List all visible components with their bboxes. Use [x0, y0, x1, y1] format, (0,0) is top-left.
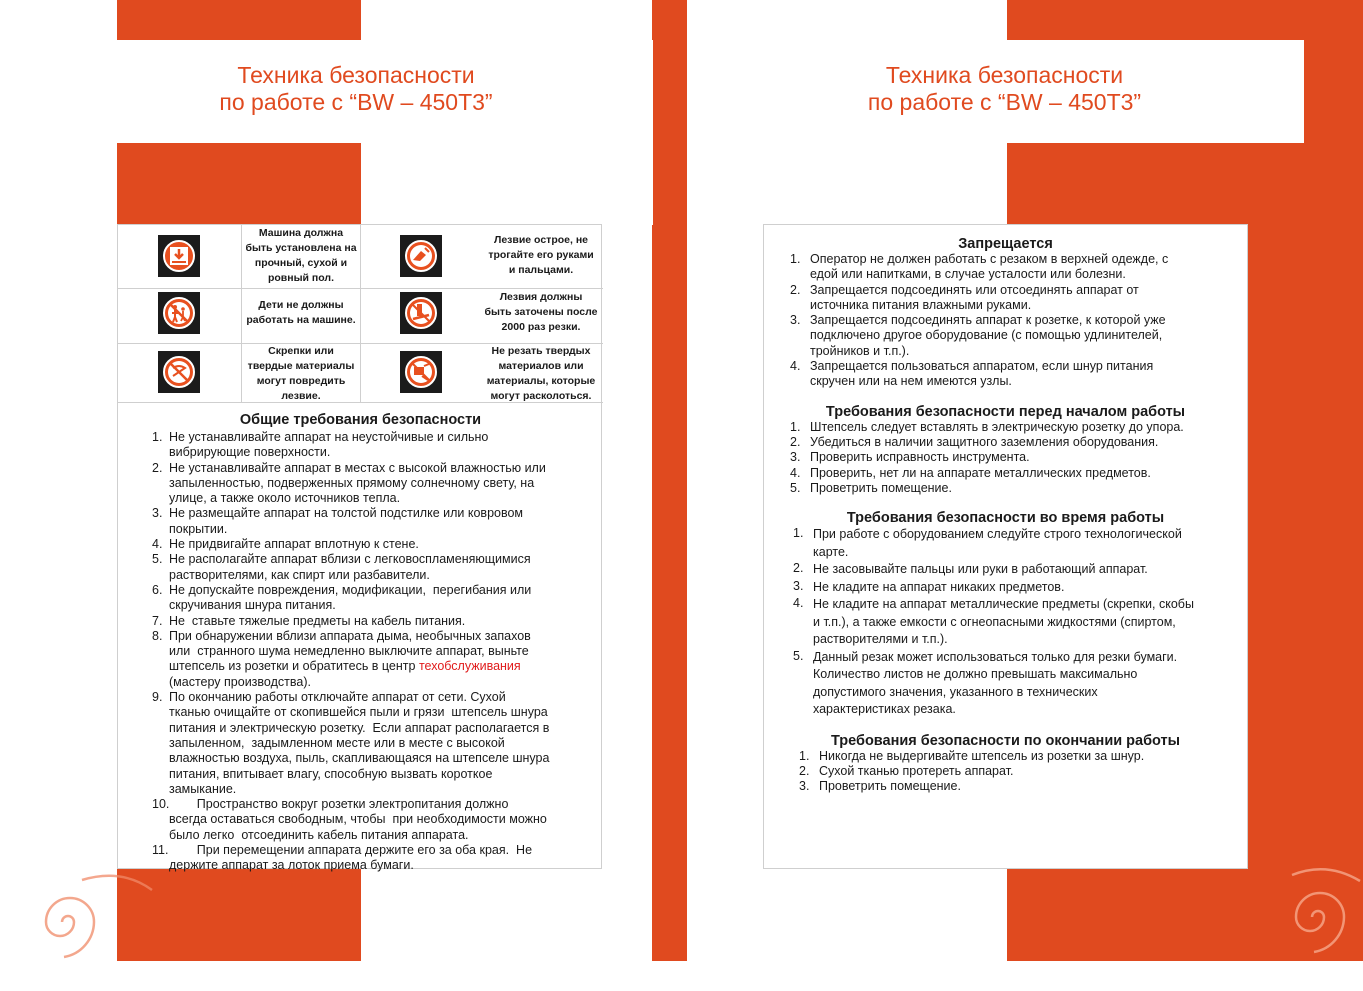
no-staples-icon	[158, 351, 200, 393]
item-text-line: или странного шума немедленно выключите аппарат, выньте	[169, 644, 529, 659]
warning-floor-icon	[158, 235, 200, 277]
item-number: 3.	[799, 779, 810, 794]
item-text-line: держите аппарат за лоток приема бумаги.	[169, 858, 414, 873]
item-text-line: Не устанавливайте аппарат в местах с высокой влажностью или	[169, 460, 546, 475]
item-number: 2.	[793, 561, 804, 576]
item-number: 3.	[790, 450, 801, 465]
item-text-line: Запрещается подсоединять аппарат к розетке, к которой уже	[810, 313, 1166, 328]
section-heading: Требования безопасности перед началом работы	[825, 403, 1186, 420]
item-text-line: Проверить исправность инструмента.	[810, 450, 1030, 465]
item-number: 1.	[793, 526, 804, 541]
item-text-line: Количество листов не должно превышать максимально	[813, 667, 1138, 682]
item-text-line: Не придвигайте аппарат вплотную к стене.	[169, 537, 419, 552]
item-text-line: источника питания влажными руками.	[810, 297, 1032, 312]
item-text-line: тройников и т.п.).	[810, 343, 910, 358]
left-spiral-decoration	[22, 860, 172, 970]
item-number: 7.	[152, 613, 163, 628]
item-number: 4.	[152, 537, 163, 552]
item-text-line: Не кладите на аппарат никаких предметов.	[813, 579, 1065, 594]
item-number: 3.	[790, 313, 801, 328]
right-title-box	[705, 40, 1304, 143]
right-list-item	[799, 779, 1235, 794]
item-text-line: запыленностью, подверженных прямому солнечному свету, на	[169, 475, 535, 490]
general-requirement-item	[152, 797, 592, 843]
item-number: 2.	[790, 434, 801, 449]
item-text-line: При работе с оборудованием следуйте строго технологической	[813, 527, 1182, 542]
item-number: 8.	[152, 628, 163, 643]
item-text-line: улице, а также около источников тепла.	[169, 491, 401, 506]
item-text-line: запыленном, задымленном месте или в месте с высокой	[169, 735, 505, 750]
item-number: 3.	[793, 578, 804, 593]
item-text-line: Штепсель следует вставлять в электрическую розетку до упора.	[810, 419, 1184, 434]
item-number: 3.	[152, 506, 163, 521]
item-text-line: Сухой тканью протереть аппарат.	[819, 763, 1014, 778]
right-title-line2: по работе с “BW – 450T3”	[867, 89, 1142, 115]
left-title-line1: Техника безопасности	[237, 62, 475, 88]
right-safety-panel	[763, 224, 1248, 869]
right-list-item	[793, 561, 1235, 579]
item-text-line: Пространство вокруг розетки электропитания должно	[169, 797, 509, 812]
icon-caption-5: Скрепки или твердые материалы могут повредить лезвие.	[247, 345, 355, 402]
item-number: 10.	[152, 797, 170, 812]
item-text-line: скручивания шнура питания.	[169, 598, 336, 613]
right-list-item	[790, 450, 1235, 465]
right-list-item	[793, 649, 1235, 719]
item-number: 1.	[799, 748, 810, 763]
item-text-line: Данный резак может использоваться только для резки бумаги.	[813, 649, 1178, 664]
item-text-line: Не кладите на аппарат металлические предметы (скрепки, скобы	[813, 597, 1194, 612]
general-requirement-item	[152, 461, 592, 507]
left-safety-panel	[117, 224, 602, 873]
right-list-item	[790, 481, 1235, 496]
right-list-item	[790, 252, 1235, 283]
no-children-icon	[158, 292, 200, 334]
item-text-line: растворителями и т.п.).	[813, 632, 948, 647]
item-text-line: карте.	[813, 544, 849, 559]
item-text-line: Проверить, нет ли на аппарате металлических предметов.	[810, 465, 1151, 480]
icon-caption-3: Дети не должны работать на машине.	[246, 299, 356, 326]
item-text-line: Не засовывайте пальцы или руки в работающий аппарат.	[813, 562, 1148, 577]
right-list-item	[793, 596, 1235, 649]
general-requirement-item	[152, 690, 592, 797]
general-requirement-item	[152, 430, 592, 461]
service-center-link[interactable]: техобслуживания	[418, 659, 521, 674]
icon-caption-2: Лезвие острое, не трогайте его руками и пальцами.	[488, 234, 594, 276]
left-title-box	[59, 40, 653, 143]
item-number: 1.	[790, 252, 801, 266]
right-list-item	[790, 466, 1235, 481]
right-spiral-decoration	[1262, 855, 1362, 965]
item-text-line: Не располагайте аппарат вблизи с легковоспламеняющимися	[169, 552, 531, 567]
icon-caption-4: Лезвия должны быть заточены после 2000 раз резки.	[484, 291, 598, 333]
right-list-item	[790, 420, 1235, 435]
item-text-line: Убедиться в наличии защитного заземления оборудования.	[810, 434, 1159, 449]
general-requirement-item	[152, 552, 592, 583]
right-section	[790, 236, 1235, 390]
item-number: 11.	[152, 843, 169, 858]
right-list-item	[790, 283, 1235, 314]
item-number: 4.	[793, 596, 804, 611]
general-requirement-item	[152, 506, 592, 537]
item-number: 4.	[790, 359, 801, 374]
right-section	[790, 510, 1235, 719]
item-text-line: Запрещается подсоединять или отсоединять аппарат от	[810, 282, 1139, 297]
item-number: 1.	[152, 430, 163, 444]
item-number: 4.	[790, 465, 801, 480]
item-text-line: растворителями, как спирт или разбавители.	[169, 567, 430, 582]
item-text-line: едой или напитками, в случае усталости или болезни.	[810, 267, 1126, 282]
section-heading: Требования безопасности по окончании работы	[830, 732, 1181, 749]
right-list-item	[793, 579, 1235, 597]
item-number: 2.	[799, 763, 810, 778]
item-text-line: штепсель из розетки и обратитесь в центр	[169, 659, 419, 674]
item-number: 2.	[790, 282, 801, 297]
item-text-line: Не размещайте аппарат на толстой подстилке или ковровом	[169, 506, 524, 521]
sharp-blade-icon	[400, 235, 442, 277]
item-text-line: допустимого значения, указанного в технических	[813, 684, 1098, 699]
center-orange-strip	[652, 0, 687, 961]
item-number: 1.	[790, 419, 801, 434]
item-number: 2.	[152, 460, 163, 475]
item-text-line: Запрещается пользоваться аппаратом, если шнур питания	[810, 359, 1154, 374]
no-hard-materials-icon	[400, 351, 442, 393]
right-title-line1: Техника безопасности	[885, 62, 1124, 88]
right-section	[790, 404, 1235, 496]
item-number: 9.	[152, 690, 163, 705]
section-heading: Требования безопасности во время работы	[846, 510, 1165, 527]
item-text-line: Никогда не выдергивайте штепсель из розетки за шнур.	[819, 748, 1145, 763]
item-number: 5.	[790, 480, 801, 495]
item-text-line: Не устанавливайте аппарат на неустойчивые и сильно	[169, 430, 489, 444]
item-text-line: влажностью воздуха, пыль, скапливающаяся на штепселе шнура	[169, 751, 550, 766]
item-text-line: По окончанию работы отключайте аппарат от сети. Сухой	[169, 690, 506, 705]
item-text-line: было легко отсоединить кабель питания аппарата.	[169, 827, 469, 842]
item-text-line: При перемещении аппарата держите его за оба края. Не	[169, 843, 533, 858]
item-text-line: характеристиках резака.	[813, 702, 956, 717]
item-number: 6.	[152, 582, 163, 597]
item-number: 5.	[793, 648, 804, 663]
item-text-line: вибрирующие поверхности.	[169, 445, 331, 460]
icon-caption-1: Машина должна быть установлена на прочный, сухой и ровный пол.	[245, 227, 357, 284]
general-requirement-item	[152, 843, 592, 874]
item-text-line: скручен или на нем имеются узлы.	[810, 374, 1012, 389]
section-heading: Запрещается	[958, 236, 1053, 252]
general-requirement-item	[152, 583, 592, 614]
item-text-line: тканью очищайте от скопившейся пыли и грязи штепсель шнура	[169, 705, 548, 720]
right-list-item	[799, 749, 1235, 764]
right-list-item	[799, 764, 1235, 779]
icon-caption-6: Не резать твердых материалов или материалы, которые могут расколоться.	[486, 345, 596, 402]
item-text-line: питания и электрическую розетку. Если аппарат располагается в	[169, 720, 550, 735]
right-list-item	[790, 435, 1235, 450]
left-gap-white	[361, 143, 653, 225]
item-text-line: замыкание.	[169, 781, 237, 796]
general-requirement-item	[152, 537, 592, 552]
general-requirement-item	[152, 629, 592, 690]
item-text-line: Проветрить помещение.	[819, 779, 961, 794]
item-text-line: При обнаружении вблизи аппарата дыма, необычных запахов	[169, 628, 531, 643]
general-requirement-item	[152, 614, 592, 629]
item-text-line: всегда оставаться свободным, чтобы при необходимости можно	[169, 812, 547, 827]
right-list-item	[790, 359, 1235, 390]
right-section	[790, 733, 1235, 795]
general-requirements-heading: Общие требования безопасности	[239, 412, 482, 428]
left-title-line2: по работе с “BW – 450T3”	[219, 89, 493, 115]
right-list-item	[793, 526, 1235, 561]
item-text-line: (мастеру производства).	[169, 674, 311, 689]
right-list-item	[790, 313, 1235, 359]
item-text-line: покрытии.	[169, 521, 228, 536]
item-number: 5.	[152, 552, 163, 567]
item-text-line: и т.п.), а также емкости с огнеопасными жидкостями (спиртом,	[813, 614, 1176, 629]
general-requirements-list	[152, 430, 592, 874]
item-text-line: Проветрить помещение.	[810, 480, 952, 495]
item-text-line: питания, впитывает влагу, способную вызвать короткое	[169, 766, 493, 781]
item-text-line: Оператор не должен работать с резаком в верхней одежде, с	[810, 252, 1169, 266]
item-text-line: Не ставьте тяжелые предметы на кабель питания.	[169, 613, 466, 628]
blade-sharpen-icon	[400, 292, 442, 334]
item-text-line: подключено другое оборудование (с помощью удлинителей,	[810, 328, 1163, 343]
item-text-line: Не допускайте повреждения, модификации, перегибания или	[169, 582, 532, 597]
